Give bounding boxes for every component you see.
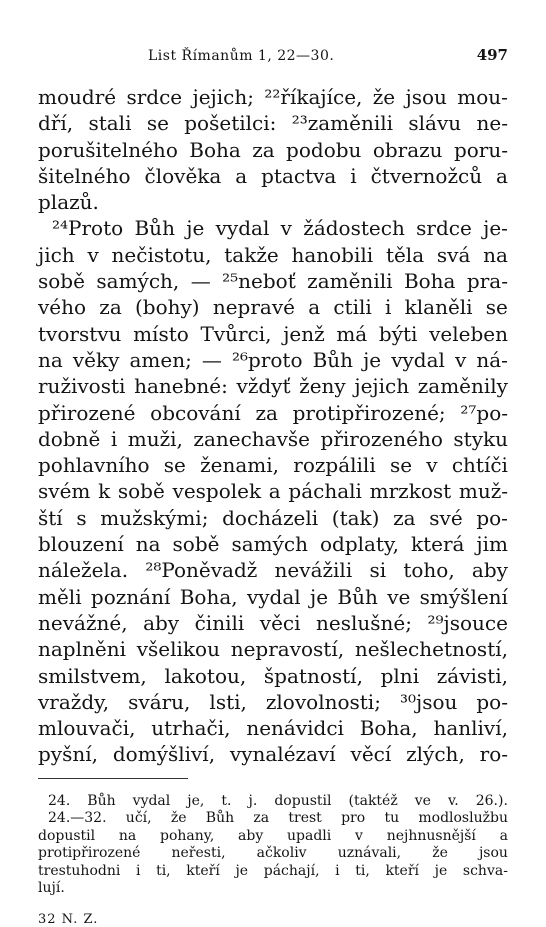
word: pohany, [160, 827, 215, 844]
word: Bůh [337, 584, 378, 609]
word: vespolek [172, 479, 262, 504]
word: obrazu [372, 137, 443, 162]
word: vydal [132, 792, 171, 809]
word: v [280, 216, 292, 241]
word: vždyť [236, 374, 291, 399]
word: ačkoliv [256, 845, 307, 862]
word: ²⁹jsouce [427, 610, 508, 635]
word: ne- [476, 111, 508, 136]
word: páchají, [263, 862, 320, 879]
word: neřesti, [171, 845, 226, 862]
word: schva- [462, 862, 508, 879]
word: pošetilci: [184, 111, 277, 136]
word: Bůh [205, 810, 235, 827]
word: naplněni [38, 637, 126, 662]
word: uznávali, [337, 845, 402, 862]
word: ti, [355, 862, 370, 879]
word: poru- [453, 137, 508, 162]
word: páchali [288, 479, 362, 504]
text-line [38, 741, 508, 767]
word: člověka [144, 163, 222, 188]
word: věcí [350, 742, 392, 767]
word: žádostech [303, 216, 405, 241]
word: — [190, 269, 211, 294]
word: protipřirozené [38, 845, 141, 862]
word: jejich [354, 374, 410, 399]
footnote-line [38, 880, 508, 898]
word: podobu [286, 137, 362, 162]
word: jsou [405, 85, 447, 109]
word: v [355, 827, 363, 844]
word: takže [224, 242, 279, 267]
word: nepravé [212, 295, 295, 320]
text-line [38, 663, 508, 689]
word: šitelného [38, 163, 131, 188]
text-line [38, 163, 508, 189]
word: mlouvači, [38, 716, 136, 741]
word: učí, [125, 810, 152, 827]
word: docházeli [222, 505, 319, 530]
text-line [38, 400, 508, 426]
word: činili [194, 610, 245, 635]
word: jim [476, 532, 508, 557]
word: ctili [333, 295, 372, 320]
word: je [363, 347, 382, 372]
text-line [38, 84, 508, 110]
word: se [485, 295, 508, 320]
word: vraždy, [38, 689, 110, 714]
word: tvorstvu [38, 321, 122, 346]
word: v. [448, 792, 459, 809]
word: že [170, 810, 187, 827]
word: mužskými; [100, 505, 209, 530]
word: kteří [186, 862, 220, 879]
word: Boha, [359, 716, 418, 741]
word: poznání [90, 584, 171, 609]
word: 24. [48, 792, 71, 809]
word: upadli [287, 827, 332, 844]
word: za [253, 810, 270, 827]
word: zlých, [406, 742, 465, 767]
text-line [38, 137, 508, 163]
word: lakotou, [164, 663, 247, 688]
word: ští [38, 505, 63, 530]
word: moudré [38, 85, 117, 109]
word: ²⁵neboť [222, 269, 296, 294]
word: Tvůrci, [200, 321, 272, 346]
word: je [310, 584, 329, 609]
word: obcování [150, 400, 241, 425]
text-line [38, 689, 508, 715]
word: i [350, 163, 357, 188]
word: j. [248, 792, 258, 809]
word: se [163, 453, 186, 478]
word: věci [259, 610, 301, 635]
word: je [186, 216, 205, 241]
text-line [38, 557, 508, 583]
footnote-line [38, 828, 508, 846]
word: ²⁸Poněvadž [145, 558, 258, 583]
word: špatností, [263, 663, 363, 688]
footnote-line [38, 845, 508, 863]
word: muži, [127, 426, 183, 451]
word: Boha [189, 137, 241, 162]
word: za [255, 400, 278, 425]
word: modloslužbu [418, 810, 508, 827]
word: porušitelného [38, 137, 178, 162]
word: ruživosti [38, 374, 126, 399]
word: těla [385, 242, 425, 267]
text-line [38, 426, 508, 452]
word: blouzení [38, 532, 124, 557]
word: toho, [403, 558, 455, 583]
word: 24.—32. [48, 810, 107, 827]
word: t. [221, 792, 232, 809]
text-line [38, 189, 508, 215]
word: nejhnusnější [386, 827, 476, 844]
word: Bůh [87, 792, 116, 809]
word: svém [38, 479, 91, 504]
word: závisti, [436, 663, 508, 688]
word: na [483, 242, 508, 267]
printer-signature: 32 N. Z. [38, 911, 99, 927]
word: a [308, 295, 321, 320]
word: nepravostí, [230, 637, 345, 662]
word: vého [38, 295, 87, 320]
word: vynalézaví [229, 742, 336, 767]
word: všelikou [136, 637, 220, 662]
word: pyšní, [38, 742, 98, 767]
word: čtvernožců [370, 163, 483, 188]
word: i [335, 862, 340, 879]
word: aby [471, 558, 508, 583]
word: vydal [246, 584, 301, 609]
word: jich [38, 242, 75, 267]
word: si [369, 558, 387, 583]
word: chtíči [451, 453, 508, 478]
text-line [38, 110, 508, 136]
word: domýšliví, [112, 742, 216, 767]
word: dopustil [274, 792, 332, 809]
word: nevážné, [38, 610, 128, 635]
word: své [429, 505, 463, 530]
word: stali [88, 111, 132, 136]
word: Bůh [134, 216, 175, 241]
text-line [38, 321, 508, 347]
word: aby [143, 610, 180, 635]
text-line [38, 373, 508, 399]
word: býti [378, 321, 418, 346]
word: amen; [129, 347, 192, 372]
word: mrzkost [369, 479, 452, 504]
word: samých [231, 532, 308, 557]
word: ro- [479, 742, 508, 767]
word: mou- [457, 85, 508, 109]
word: hanebné: [134, 374, 228, 399]
word: ná- [476, 347, 508, 372]
word: že [432, 845, 448, 862]
word: jenž [283, 321, 325, 346]
text-line [38, 715, 508, 741]
word: aby [238, 827, 264, 844]
word: utrhači, [151, 716, 231, 741]
word: srdce [126, 85, 183, 109]
word: dří, [38, 111, 74, 136]
word: sváru, [128, 689, 191, 714]
word: náležela. [38, 558, 129, 583]
word: 26.). [475, 792, 508, 809]
word: je- [483, 216, 508, 241]
word: pro [341, 810, 366, 827]
page-number: 497 [476, 46, 508, 64]
word: vydal [391, 347, 445, 372]
footnote-divider [38, 778, 188, 779]
footnote-line [38, 863, 508, 881]
word: rozpálili [293, 453, 376, 478]
word: tu [384, 810, 400, 827]
word: ²²říkajíce, [264, 85, 363, 109]
word: přirozeného [320, 426, 443, 451]
footnote-line [38, 793, 508, 811]
word: se [146, 111, 169, 136]
word: zaměnily [417, 374, 508, 399]
running-head: List Římanům 1, 22—30. [148, 48, 335, 64]
word: místo [133, 321, 189, 346]
word: ²³zaměnili [291, 111, 394, 136]
word: nešlechetností, [354, 637, 508, 662]
word: sobě [172, 532, 220, 557]
word: neslušné; [316, 610, 412, 635]
word: věky [72, 347, 120, 372]
word: s [76, 505, 87, 530]
word: ³⁰jsou [399, 689, 458, 714]
word: nečistotu, [111, 242, 212, 267]
word: po- [476, 689, 508, 714]
footnotes [38, 793, 508, 898]
word: protipřirozené; [292, 400, 446, 425]
word: a [496, 163, 508, 188]
word: ²⁷po- [460, 400, 508, 425]
word: trestuhodni [38, 862, 121, 879]
text-line [38, 268, 508, 294]
word: přirozené [38, 400, 136, 425]
word: za [99, 295, 122, 320]
word: lsti, [209, 689, 247, 714]
text-line [38, 584, 508, 610]
book-page [38, 48, 508, 927]
text-line [38, 478, 508, 504]
word: Boha, [179, 584, 238, 609]
body-text [38, 84, 508, 768]
page-header [38, 48, 508, 74]
word: muž- [458, 479, 508, 504]
word: sobě [38, 269, 85, 294]
word: klaněli [404, 295, 473, 320]
word: odplaty, [319, 532, 399, 557]
word: a [235, 163, 248, 188]
word: zlovolnosti; [265, 689, 381, 714]
word: kteří [385, 862, 420, 879]
word: v [455, 347, 467, 372]
word: ²⁴Proto [52, 216, 124, 241]
word: za [393, 505, 416, 530]
word: která [410, 532, 465, 557]
word: hanliví, [433, 716, 508, 741]
word: že [372, 85, 396, 109]
word: za [252, 137, 275, 162]
word: smilstvem, [38, 663, 147, 688]
word: a [268, 479, 281, 504]
word: na [118, 827, 137, 844]
word: jsou [478, 845, 508, 862]
word: na [135, 532, 161, 557]
word: ti, [156, 862, 171, 879]
word: je [434, 862, 448, 879]
word: svá [436, 242, 471, 267]
word: jejich; [192, 85, 254, 109]
word: plazů. [38, 190, 99, 215]
word: v [426, 453, 438, 478]
word: veleben [429, 321, 508, 346]
word: i [135, 862, 141, 879]
word: (tak) [331, 505, 380, 530]
text-line [38, 452, 508, 478]
word: dopustil [38, 827, 96, 844]
text-line [38, 505, 508, 531]
word: vydal [215, 216, 270, 241]
word: je [235, 862, 249, 879]
word: a [499, 827, 508, 844]
word: ženy [299, 374, 346, 399]
text-line [38, 610, 508, 636]
word: smýšlení [419, 584, 508, 609]
word: hanobili [291, 242, 374, 267]
word: zaměnili [307, 269, 393, 294]
word: pra- [466, 269, 508, 294]
word: (taktéž [348, 792, 398, 809]
word: — [201, 347, 222, 372]
word: pohlavního [38, 453, 150, 478]
word: nevážili [274, 558, 353, 583]
word: sobě [117, 479, 165, 504]
word: Bůh [312, 347, 354, 372]
word: ženami, [200, 453, 280, 478]
word: ve [387, 584, 411, 609]
word: k [98, 479, 111, 504]
word: ²⁶proto [231, 347, 303, 372]
text-line [38, 347, 508, 373]
text-line [38, 636, 508, 662]
word: i [385, 295, 392, 320]
word: zanechavše [193, 426, 311, 451]
word: po- [476, 505, 508, 530]
word: i [110, 426, 118, 451]
text-line [38, 242, 508, 268]
word: na [38, 347, 63, 372]
word: ptactva [261, 163, 337, 188]
word: styku [453, 426, 508, 451]
word: dobně [38, 426, 101, 451]
word: nenávidci [246, 716, 344, 741]
word: samých, [96, 269, 180, 294]
text-line [38, 215, 508, 241]
word: v [87, 242, 99, 267]
word: je, [187, 792, 205, 809]
word: plni [380, 663, 420, 688]
word: lují. [38, 880, 65, 897]
word: trest [288, 810, 322, 827]
footnote-line [38, 810, 508, 828]
text-line [38, 531, 508, 557]
word: (bohy) [134, 295, 200, 320]
word: slávu [408, 111, 462, 136]
text-line [38, 294, 508, 320]
word: Boha [403, 269, 456, 294]
word: měli [38, 584, 82, 609]
word: ve [414, 792, 431, 809]
word: srdce [416, 216, 472, 241]
word: se [389, 453, 413, 478]
word: má [336, 321, 368, 346]
